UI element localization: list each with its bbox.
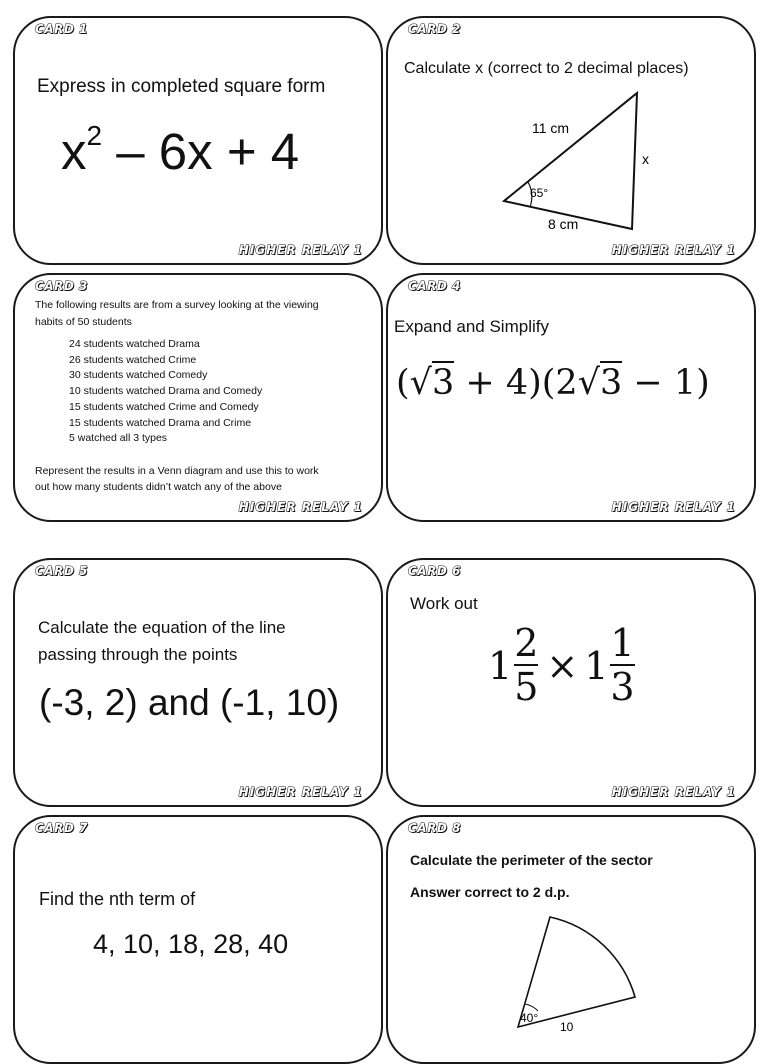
card-6: [386, 558, 756, 807]
survey-task-line-2: out how many students didn’t watch any of the above: [35, 481, 282, 493]
sqrt-symbol: √: [409, 363, 432, 403]
card-prompt-line-2: passing through the points: [38, 645, 238, 664]
surd-expression: [396, 363, 710, 403]
fraction: [514, 621, 539, 709]
survey-result: 15 students watched Drama and Crime: [69, 416, 252, 429]
expression-exponent: 2: [86, 120, 103, 151]
survey-intro-line-1: The following results are from a survey looking at the viewing: [35, 299, 319, 311]
denominator: 3: [610, 664, 635, 709]
sqrt-symbol: √: [577, 363, 600, 403]
card-number: CARD 5: [35, 564, 88, 578]
card-footer: HIGHER RELAY 1: [611, 243, 736, 257]
card-1: [13, 16, 383, 265]
whole-number: 1: [584, 643, 609, 688]
survey-result: 24 students watched Drama: [69, 338, 200, 350]
card-footer: HIGHER RELAY 1: [611, 785, 736, 799]
card-number: CARD 1: [35, 22, 88, 36]
precision-note: Answer correct to 2 d.p.: [410, 884, 570, 900]
side-label-8cm: 8 cm: [548, 216, 579, 232]
expression-part: (: [396, 363, 410, 403]
survey-result: 26 students watched Crime: [69, 353, 197, 366]
expression-rest: – 6x + 4: [102, 123, 300, 180]
survey-result: 5 watched all 3 types: [69, 432, 168, 445]
card-3: [13, 273, 383, 522]
radicand: 3: [600, 363, 623, 403]
coordinate-points: (-3, 2) and (-1, 10): [39, 682, 340, 723]
survey-result: 10 students watched Drama and Comedy: [69, 385, 263, 398]
card-number: CARD 4: [408, 279, 461, 293]
angle-label: 65°: [530, 186, 549, 200]
expression-base: x: [61, 123, 87, 180]
card-prompt: Expand and Simplify: [394, 317, 549, 336]
card-footer: HIGHER RELAY 1: [238, 500, 363, 514]
expression-part: + 4)(2: [454, 363, 578, 403]
quadratic-expression: [61, 120, 299, 181]
card-footer: HIGHER RELAY 1: [611, 500, 736, 514]
side-label-x: x: [642, 151, 649, 167]
card-prompt: Find the nth term of: [39, 889, 196, 909]
sector-diagram: [500, 909, 650, 1039]
card-number: CARD 3: [35, 279, 88, 293]
card-prompt: Express in completed square form: [37, 76, 326, 97]
number-sequence: 4, 10, 18, 28, 40: [93, 929, 289, 959]
card-5: [13, 558, 383, 807]
radius-label: 10: [560, 1020, 574, 1034]
card-number: CARD 8: [408, 821, 461, 835]
card-footer: HIGHER RELAY 1: [238, 243, 363, 257]
card-8: [386, 815, 756, 1064]
card-prompt: Calculate the perimeter of the sector: [410, 852, 653, 868]
card-prompt: Calculate x (correct to 2 decimal places): [404, 60, 689, 77]
card-number: CARD 6: [408, 564, 461, 578]
card-7: [13, 815, 383, 1064]
card-footer: HIGHER RELAY 1: [238, 785, 363, 799]
triangle-shape: [504, 93, 637, 229]
expression-part: − 1): [622, 363, 710, 403]
whole-number: 1: [488, 643, 513, 688]
fraction-expression: [488, 621, 637, 709]
card-2: [386, 16, 756, 265]
card-number: CARD 2: [408, 22, 461, 36]
side-label-11cm: 11 cm: [532, 120, 570, 136]
radicand: 3: [431, 363, 455, 403]
card-number: CARD 7: [35, 821, 88, 835]
survey-intro-line-2: habits of 50 students: [35, 316, 132, 328]
card-4: [386, 273, 756, 522]
survey-result: 30 students watched Comedy: [69, 369, 208, 382]
multiply-symbol: ×: [546, 643, 579, 688]
triangle-diagram: [500, 88, 660, 233]
numerator: 1: [610, 621, 635, 665]
card-prompt: Work out: [410, 594, 478, 613]
card-prompt-line-1: Calculate the equation of the line: [38, 618, 286, 637]
survey-results-list: [69, 337, 262, 447]
survey-task-line-1: Represent the results in a Venn diagram and use this to work: [35, 465, 319, 477]
numerator: 2: [514, 621, 539, 665]
angle-label: 40°: [520, 1011, 539, 1025]
angle-arc: [525, 1004, 538, 1011]
survey-result: 15 students watched Crime and Comedy: [69, 400, 259, 413]
denominator: 5: [514, 664, 539, 709]
fraction: [610, 621, 635, 709]
